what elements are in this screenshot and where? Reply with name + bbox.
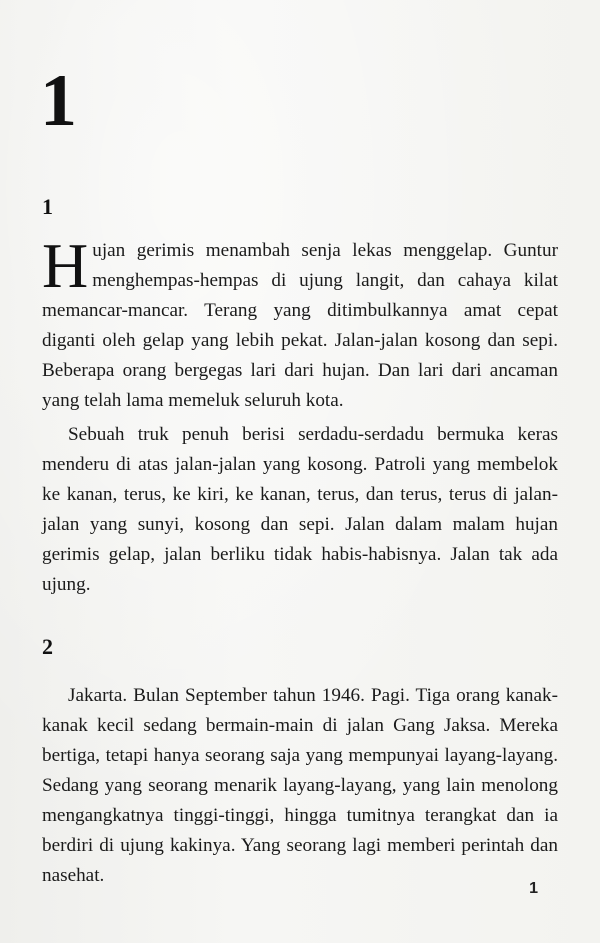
section-number: 1	[42, 194, 53, 219]
drop-cap: H	[42, 230, 89, 301]
section-1-text	[42, 230, 558, 600]
chapter-number: 1	[40, 60, 76, 142]
paragraph: Sebuah truk penuh berisi serdadu-serdadu bermuka keras menderu di atas jalan-jalan yang kosong. Patroli yang membelok ke kanan, terus, ke kiri, ke kanan, terus, dan terus, terus di jalan-jalan yang sunyi, kosong dan sepi. Jalan dalam malam hujan gerimis gelap, jalan berliku tidak habis-habisnya. Jalan tak ada ujung.	[42, 424, 558, 595]
paragraph-text: ujan gerimis menambah senja lekas menggelap. Guntur menghempas-hempas di ujung langit, dan cahaya kilat memancar-mancar. Terang yang ditimbulkannya amat cepat diganti oleh gelap yang lebih pekat. Jalan-jalan kosong dan sepi. Beberapa orang bergegas lari dari hujan. Dan lari dari ancaman yang telah lama memeluk seluruh kota.	[42, 240, 558, 411]
page-number: 1	[529, 880, 538, 897]
paragraph	[42, 230, 558, 416]
section-2-text	[42, 681, 558, 891]
paragraph: Jakarta. Bulan September tahun 1946. Pagi. Tiga orang kanak-kanak kecil sedang bermain-main di jalan Gang Jaksa. Mereka bertiga, tetapi hanya seorang saja yang mempunyai layang-layang. Sedang yang seorang menarik layang-layang, yang lain menolong mengangkatnya tinggi-tinggi, hingga tumitnya terangkat dan ia berdiri di ujung kakinya. Yang seorang lagi memberi perintah dan nasehat.	[42, 685, 558, 886]
section-number: 2	[42, 634, 53, 659]
